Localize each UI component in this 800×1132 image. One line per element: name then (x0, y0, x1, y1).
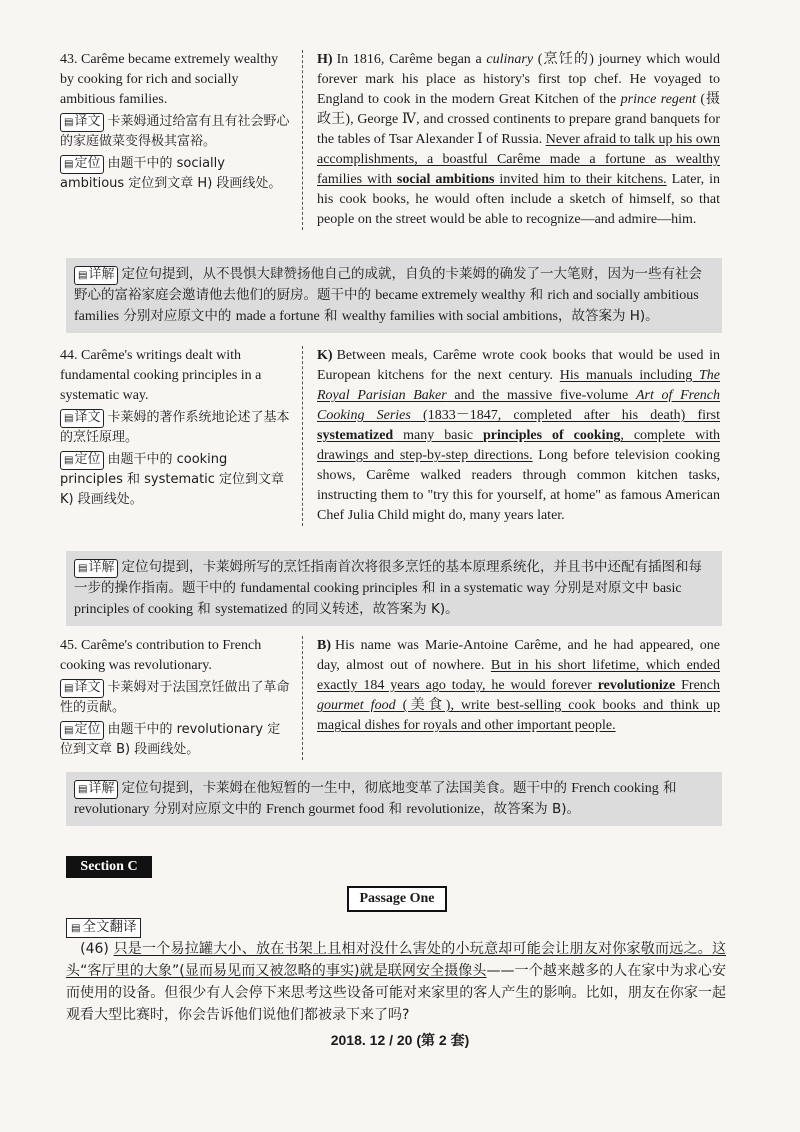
locate-text: 由题干中的 revolutionary 定位到文章 B) 段画线处。 (60, 722, 281, 757)
section-heading: Section C (66, 856, 152, 878)
question-43-passage: H) In 1816, Carême began a culinary (烹饪的) journey which would forever mark his place as history's first top chef. He voyaged to England to cook in the modern Great Kitchen of the prince regent (摄政王), George Ⅳ, and crossed continents to prepare grand banquets for the tables of Tsar Alexander Ⅰ of Russia. Never afraid to talk up his own accomplishments, a boastful Carême made a fortune as wealthy families with social ambitions invited him to their kitchens. Later, in his cook books, he would often include a sketch of himself, so that people on the street would be able to recognize—and admire—him. (317, 52, 720, 227)
stem-translation: 卡莱姆的著作系统地论述了基本的烹饪原理。 (60, 410, 290, 445)
stem-translation: 卡莱姆对于法国烹饪做出了革命性的贡献。 (60, 680, 290, 715)
question-43-stem-column (60, 50, 303, 230)
question-44 (60, 346, 720, 526)
full-translation-tag: ▤ 全文翻译 (66, 918, 141, 938)
paragraph-letter: B) (317, 638, 331, 653)
full-translation-text: (46) 只是一个易拉罐大小、放在书架上且相对没什么害处的小玩意却可能会让朋友对你家敬而远之。这头“客厅里的大象”(显而易见而又被忽略的事实)就是联网安全摄像头——一个越来越多的人在家中为求心安而使用的设备。但很少有人会停下来思考这些设备可能对来家里的客人产生的影响。比如，朋友在你家一起观看大型比赛时，你会告诉他们说他们都被录下来了吗? (66, 941, 727, 1023)
book-icon: ▤ (64, 455, 74, 466)
locate-tag: ▤定位 (60, 451, 104, 470)
question-stem: Carême's contribution to French cooking was revolutionary. (60, 638, 262, 673)
book-icon: ▤ (64, 117, 74, 128)
question-43 (60, 50, 720, 230)
stem-translation: 卡莱姆通过给富有且有社会野心的家庭做菜变得极其富裕。 (60, 114, 290, 149)
question-45 (60, 636, 720, 760)
question-45-stem-column (60, 636, 303, 760)
question-45-passage: B) His name was Marie-Antoine Carême, and he had appeared, one day, almost out of nowhere. But in his short lifetime, which ended exactly 184 years ago today, he would forever revolutionize French gourmet food (美食), write best-selling cook books and think up magical dishes for royals and other important people. (317, 638, 720, 733)
book-icon: ▤ (78, 784, 88, 795)
translate-tag: ▤译文 (60, 113, 104, 132)
locate-tag: ▤定位 (60, 721, 104, 740)
question-number: 45. (60, 638, 78, 653)
explanation-43: ▤详解 定位句提到，从不畏惧大肆赞扬他自己的成就，自负的卡莱姆的确发了一大笔财，因为一些有社会野心的富裕家庭会邀请他去他们的厨房。题干中的 became extremely wealthy 和 rich and socially ambitious families 分别对应原文中的 made a fortune 和 wealthy families with social ambitions，故答案为 H)。 (66, 258, 722, 333)
translate-tag: ▤译文 (60, 409, 104, 428)
underlined-sentence: 只是一个易拉罐大小、放在书架上且相对没什么害处的小玩意却可能会让朋友对你家敬而远之。这头“客厅里的大象”(显而易见而又被忽略的事实)就是联网安全摄像头 (66, 941, 727, 979)
question-number: 43. (60, 52, 78, 67)
explain-tag: ▤详解 (74, 266, 118, 285)
explain-tag: ▤详解 (74, 559, 118, 578)
book-icon: ▤ (78, 270, 88, 281)
question-stem: Carême's writings dealt with fundamental cooking principles in a systematic way. (60, 348, 262, 403)
book-icon: ▤ (64, 683, 74, 694)
underlined-sentence: His manuals including The Royal Parisian Baker and the massive five-volume Art of French Cooking Series (1833－1847, completed after his death) first systematized many basic principles of cooking, complete with drawings and step-by-step directions. (317, 368, 721, 463)
locate-text: 由题干中的 cooking principles 和 systematic 定位到文章 K) 段画线处。 (60, 452, 285, 507)
explanation-44: ▤详解 定位句提到，卡莱姆所写的烹饪指南首次将很多烹饪的基本原理系统化，并且书中还配有插图和每一步的操作指南。题干中的 fundamental cooking principles 和 in a systematic way 分别是对原文中 basic principles of cooking 和 systematized 的同义转述，故答案为 K)。 (66, 551, 722, 626)
paragraph-letter: K) (317, 348, 333, 363)
question-44-passage: K) Between meals, Carême wrote cook books that would be used in European kitchens for the next century. His manuals including The Royal Parisian Baker and the massive five-volume Art of French Cooking Series (1833－1847, completed after his death) first systematized many basic principles of cooking, complete with drawings and step-by-step directions. Long before television cooking shows, Carême walked readers through common kitchen tasks, instructing them to "try this for yourself, at home" as famous American Chef Julia Child might do, many years later. (317, 348, 721, 523)
passage-heading: Passage One (347, 886, 447, 912)
translate-tag: ▤译文 (60, 679, 104, 698)
locate-text: 由题干中的 socially ambitious 定位到文章 H) 段画线处。 (60, 156, 282, 191)
page-footer: 2018. 12 / 20 (第 2 套) (330, 1032, 470, 1048)
book-icon: ▤ (64, 413, 74, 424)
book-icon: ▤ (71, 923, 81, 934)
underlined-sentence: But in his short lifetime, which ended exactly 184 years ago today, he would forever revolutionize French gourmet food (美食), write best-selling cook books and think up magical dishes for royals and other important people. (317, 658, 720, 733)
question-44-stem-column (60, 346, 303, 526)
locate-tag: ▤定位 (60, 155, 104, 174)
question-stem: Carême became extremely wealthy by cooking for rich and socially ambitious families. (60, 52, 279, 107)
explain-tag: ▤详解 (74, 780, 118, 799)
book-icon: ▤ (78, 563, 88, 574)
question-number: 44. (60, 348, 78, 363)
book-icon: ▤ (64, 725, 74, 736)
book-icon: ▤ (64, 159, 74, 170)
underlined-sentence: Never afraid to talk up his own accomplishments, a boastful Carême made a fortune as wealthy families with social ambitions invited him to their kitchens. (317, 132, 720, 187)
paragraph-letter: H) (317, 52, 333, 67)
explanation-45: ▤详解 定位句提到，卡莱姆在他短暂的一生中，彻底地变革了法国美食。题干中的 French cooking 和 revolutionary 分别对应原文中的 French gourmet food 和 revolutionize，故答案为 B)。 (66, 772, 722, 826)
